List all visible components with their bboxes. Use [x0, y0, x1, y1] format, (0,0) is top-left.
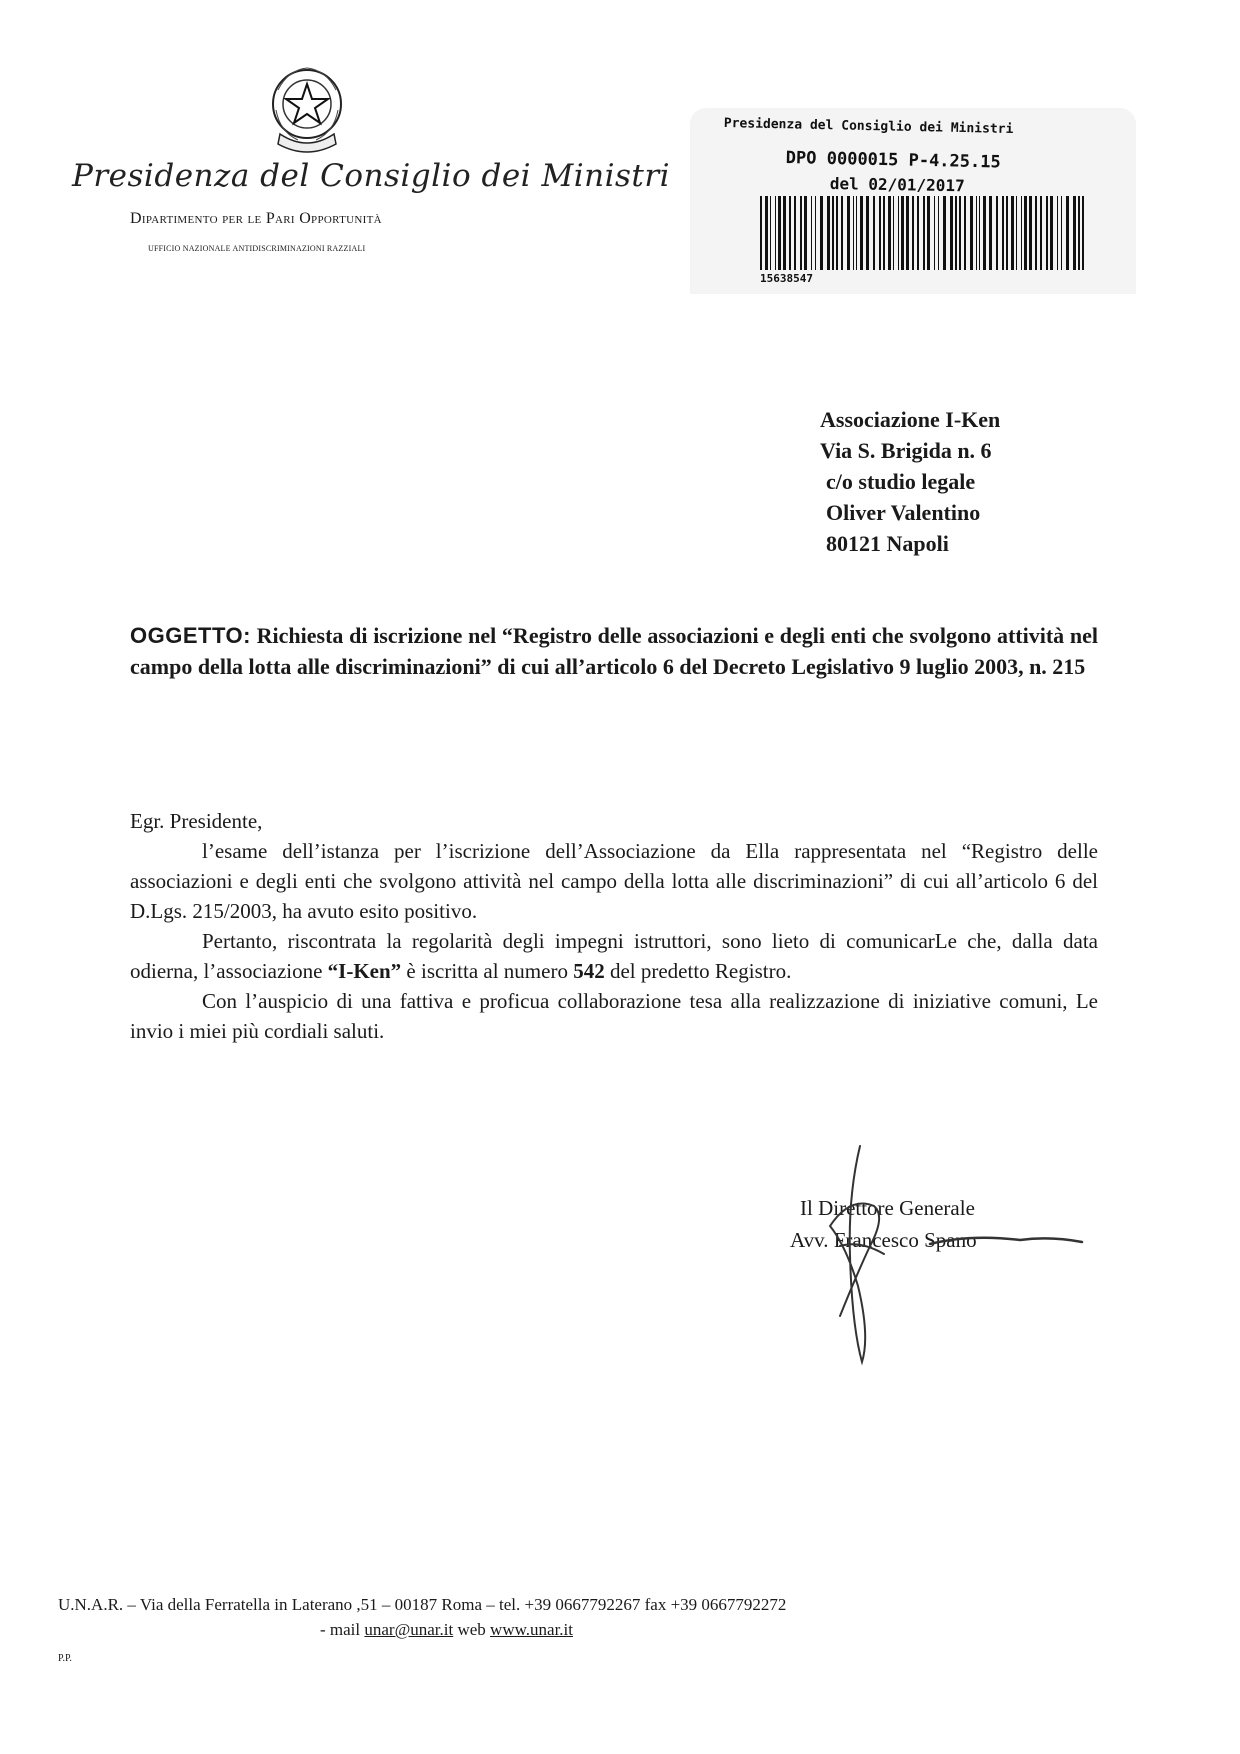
barcode-bar	[934, 196, 935, 270]
recipient-line: 80121 Napoli	[826, 531, 949, 556]
barcode-bar	[778, 196, 781, 270]
paragraph-1: l’esame dell’istanza per l’iscrizione dell’Associazione da Ella rappresentata nel “Registro delle associazioni e degli enti che svolgono attività nel campo della lotta alle discriminazioni” di cui all’articolo 6 del D.Lgs. 215/2003, ha avuto esito positivo.	[130, 839, 1098, 923]
recipient-line: Associazione I-Ken	[820, 407, 1001, 432]
department-name: Dipartimento per le Pari Opportunità	[130, 210, 382, 227]
barcode-bar	[906, 196, 909, 270]
footer-contacts: - mail unar@unar.it web www.unar.it	[320, 1620, 573, 1639]
barcode-bar	[815, 196, 816, 270]
barcode-icon	[758, 196, 1088, 274]
barcode-bar	[989, 196, 992, 270]
barcode-bar	[1006, 196, 1008, 270]
stamp-protocol-number: DPO 0000015 P-4.25.15	[785, 148, 1001, 173]
barcode-bar	[783, 196, 786, 270]
signatory-name: Avv. Francesco Spano	[790, 1228, 977, 1252]
barcode-bar	[964, 196, 966, 270]
recipient-line: Via S. Brigida n. 6	[820, 438, 992, 463]
registry-number: 542	[573, 959, 605, 983]
barcode-bar	[1046, 196, 1048, 270]
barcode-bar	[841, 196, 843, 270]
signatory-title: Il Direttore Generale	[800, 1196, 975, 1220]
office-name: UFFICIO NAZIONALE ANTIDISCRIMINAZIONI RAZZIALI	[148, 244, 366, 253]
barcode-bar	[1050, 196, 1053, 270]
barcode-bar	[979, 196, 980, 270]
barcode-bar	[866, 196, 869, 270]
barcode-bar	[938, 196, 939, 270]
email-link[interactable]: unar@unar.it	[364, 1620, 454, 1639]
barcode-bar	[832, 196, 834, 270]
paragraph-3: Con l’auspicio di una fattiva e proficua collaborazione tesa alla realizzazione di iniziative comuni, Le invio i miei più cordiali saluti.	[130, 989, 1098, 1043]
italian-republic-emblem-icon	[258, 60, 356, 160]
barcode-bar	[912, 196, 914, 270]
barcode-bar	[1057, 196, 1058, 270]
stamp-date: del 02/01/2017	[829, 174, 965, 196]
recipient-address	[820, 404, 1000, 559]
barcode-bar	[996, 196, 998, 270]
barcode-bar	[1029, 196, 1032, 270]
barcode-bar	[970, 196, 973, 270]
website-link[interactable]: www.unar.it	[490, 1620, 573, 1639]
barcode-bar	[836, 196, 838, 270]
subject-text: Richiesta di iscrizione nel “Registro delle associazioni e degli enti che svolgono attività nel campo della lotta alle discriminazioni” di cui all’articolo 6 del Decreto Legislativo 9 luglio 2003, n. 215	[130, 623, 1098, 679]
barcode-bar	[901, 196, 904, 270]
barcode-bar	[917, 196, 919, 270]
barcode-bar	[879, 196, 881, 270]
barcode-bar	[983, 196, 986, 270]
barcode-bar	[804, 196, 807, 270]
barcode-bar	[1078, 196, 1080, 270]
greeting: Egr. Presidente,	[130, 809, 263, 833]
barcode-bar	[1061, 196, 1062, 270]
barcode-bar	[789, 196, 791, 270]
barcode-bar	[1073, 196, 1076, 270]
barcode-bar	[923, 196, 925, 270]
footer-initials: P.P.	[58, 1653, 72, 1664]
barcode-bar	[1011, 196, 1014, 270]
barcode-bar	[959, 196, 961, 270]
barcode-bar	[1016, 196, 1017, 270]
barcode-bar	[927, 196, 930, 270]
association-name: “I-Ken”	[327, 959, 402, 983]
letter-body	[130, 806, 1098, 1046]
barcode-bar	[893, 196, 894, 270]
barcode-bar	[853, 196, 854, 270]
barcode-bar	[1002, 196, 1004, 270]
barcode-bar	[955, 196, 957, 270]
barcode-bar	[1082, 196, 1084, 270]
barcode-bar	[820, 196, 823, 270]
barcode-bar	[888, 196, 891, 270]
barcode-bar	[1040, 196, 1042, 270]
paragraph-2: Pertanto, riscontrata la regolarità degli impegni istruttori, sono lieto di comunicarLe che, dalla data odierna, l’associazione “I-Ken” è iscritta al numero 542 del predetto Registro.	[130, 929, 1098, 983]
barcode-bar	[943, 196, 946, 270]
footer-address: U.N.A.R. – Via della Ferratella in Laterano ,51 – 00187 Roma – tel. +39 0667792267 fax +39 0667792272	[58, 1595, 787, 1614]
stamp-office: Presidenza del Consiglio dei Ministri	[723, 116, 1014, 138]
barcode-bar	[976, 196, 977, 270]
barcode-bar	[873, 196, 875, 270]
barcode-bar	[856, 196, 857, 270]
barcode-bar	[950, 196, 953, 270]
recipient-line: Oliver Valentino	[826, 500, 981, 525]
barcode-bar	[860, 196, 863, 270]
barcode-bar	[847, 196, 850, 270]
barcode-bar	[1021, 196, 1022, 270]
barcode-bar	[883, 196, 885, 270]
barcode-bar	[794, 196, 796, 270]
protocol-stamp	[690, 108, 1136, 294]
recipient-line: c/o studio legale	[826, 469, 976, 494]
barcode-bar	[811, 196, 812, 270]
barcode-number: 15638547	[760, 272, 813, 285]
handwritten-signature-icon	[800, 1136, 1090, 1366]
barcode-bar	[827, 196, 830, 270]
ministry-title: Presidenza del Consiglio dei Ministri	[72, 158, 671, 194]
barcode-bar	[770, 196, 771, 270]
subject-line	[130, 620, 1098, 682]
barcode-bar	[1066, 196, 1069, 270]
barcode-bar	[800, 196, 802, 270]
barcode-bar	[1024, 196, 1027, 270]
barcode-bar	[760, 196, 762, 270]
barcode-bar	[1035, 196, 1037, 270]
barcode-bar	[775, 196, 776, 270]
subject-label: OGGETTO:	[130, 623, 251, 648]
barcode-bar	[898, 196, 899, 270]
barcode-bar	[765, 196, 768, 270]
